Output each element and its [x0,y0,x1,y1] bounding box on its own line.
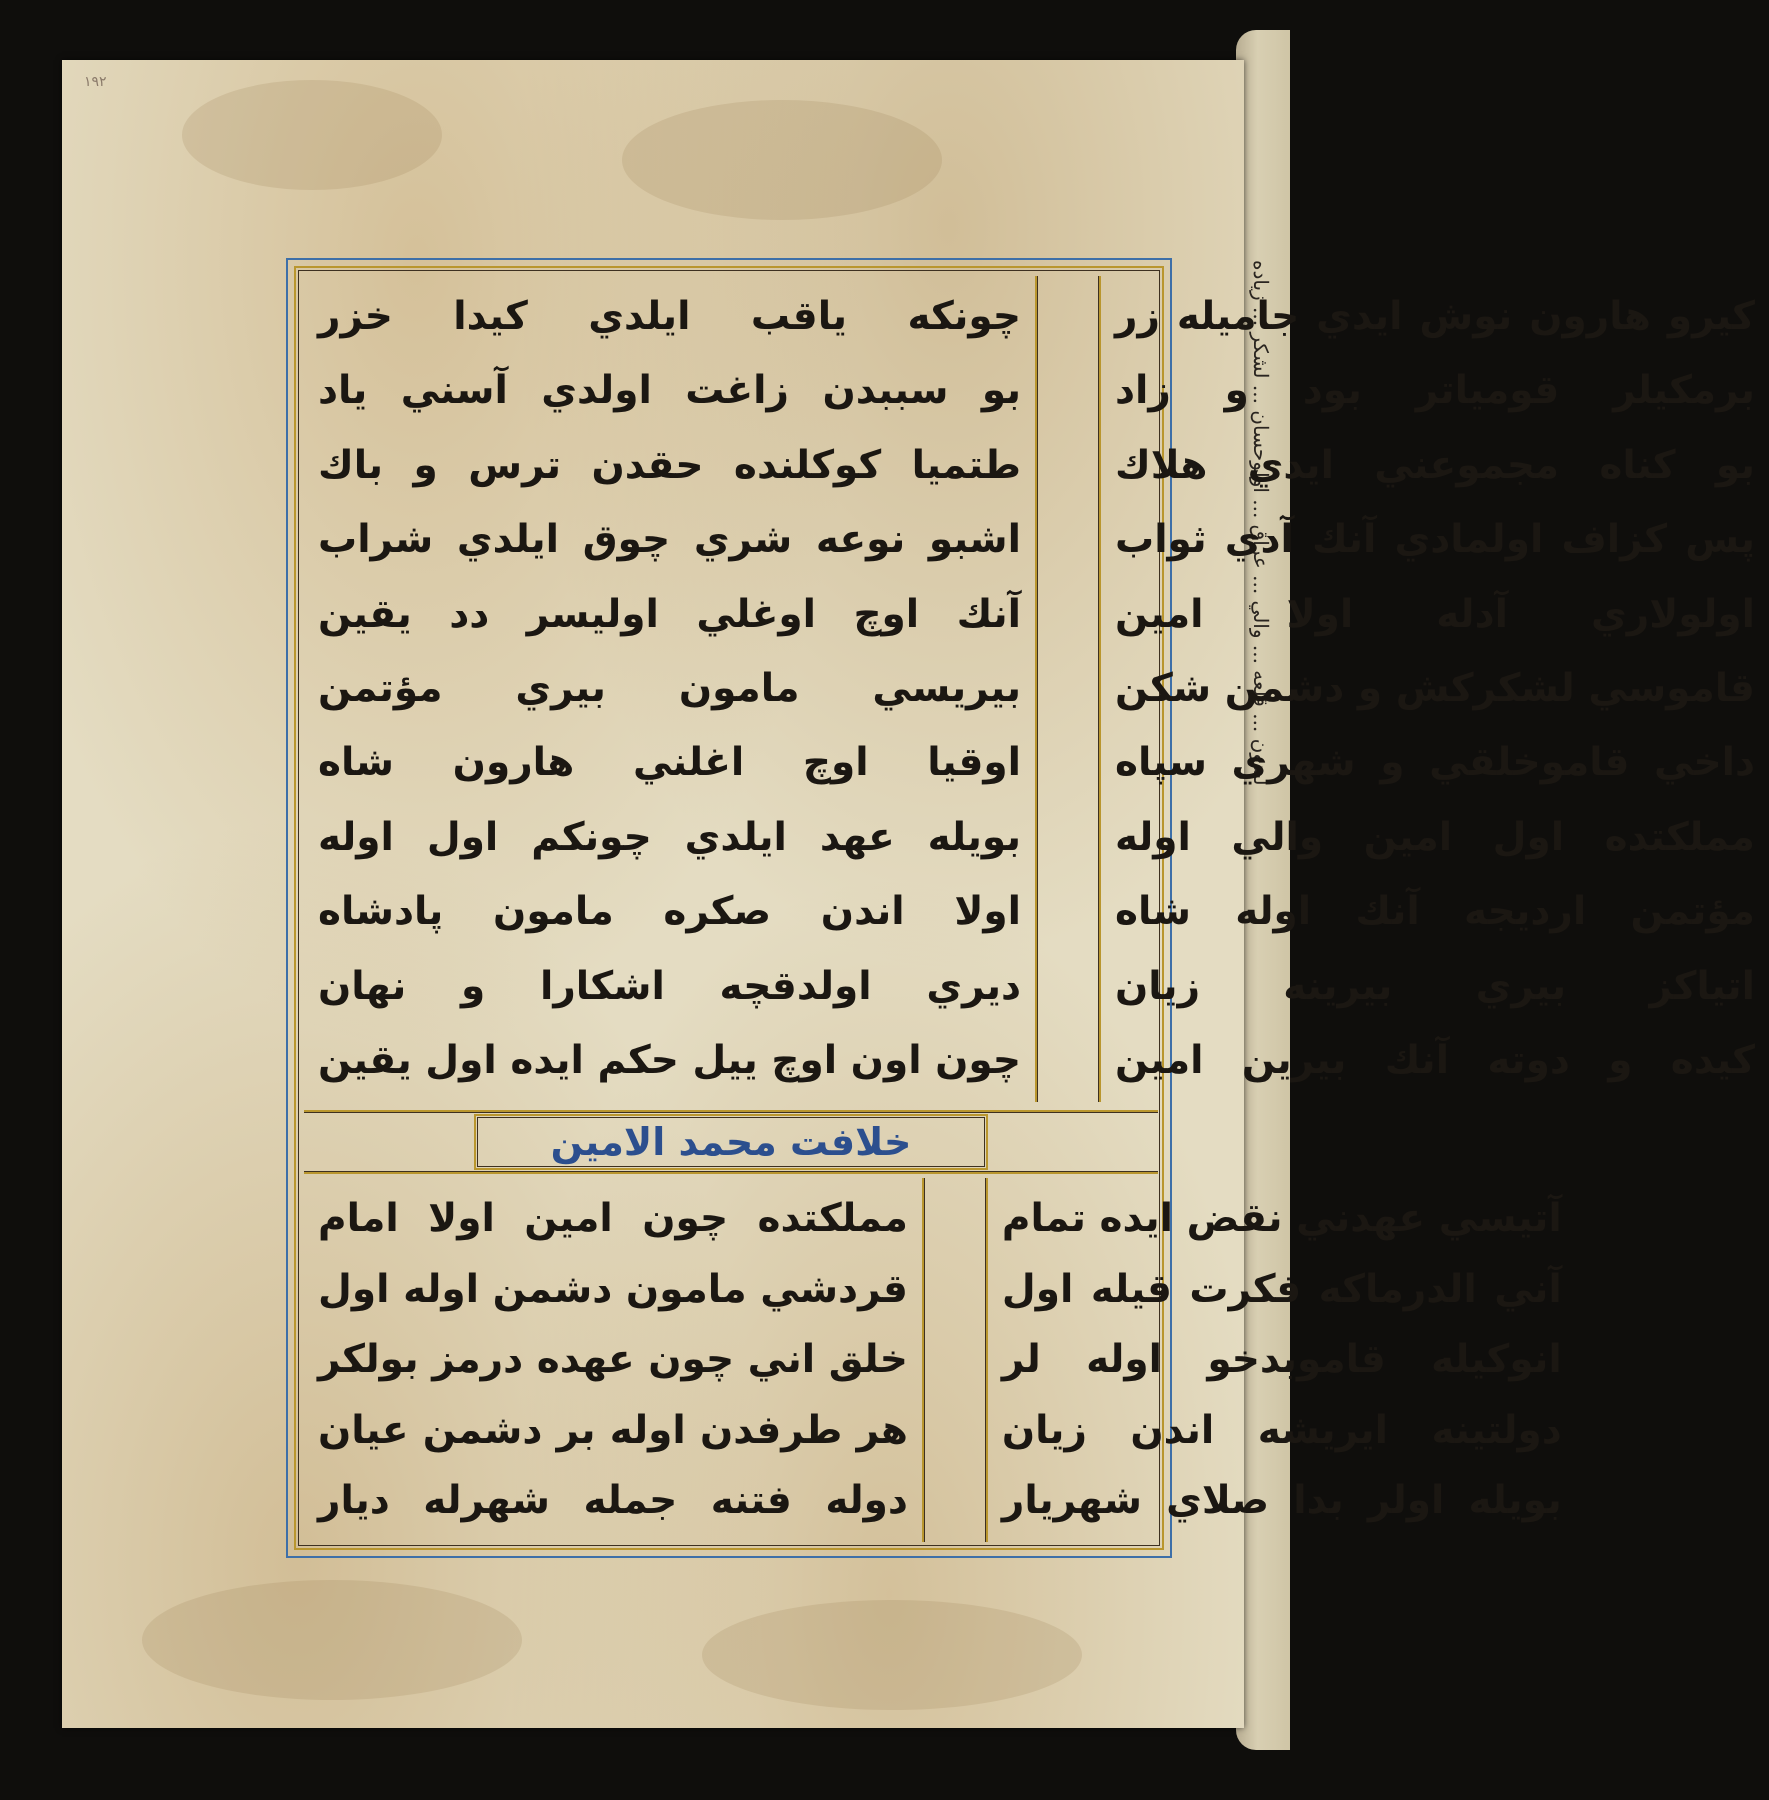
verse-line: انوكيله قاموبدخو اوله لر [1001,1337,1562,1382]
verse-line: اشبو نوعه شري چوق ايلدي شراب [318,517,1021,563]
section-heading-cartouche [474,1114,988,1170]
column-gutter [1035,276,1101,1102]
verse-column-right [304,276,1035,1102]
folio-number: ١٩٢ [84,74,107,90]
verse-column-right [304,1178,922,1542]
facing-page-text: ليدون ... قلعه ... والي ... عراق ... اولوحسان ... لشكر ... زياده [1249,260,1273,786]
verse-line: خلق اني چون عهده درمز بولكر [318,1337,908,1382]
water-stain [182,80,442,190]
column-gutter [922,1178,988,1542]
verse-line: بيريسي مامون بيري مؤتمن [318,665,1021,711]
verse-line: دولتينه ايريشه اندن زيان [1001,1407,1562,1453]
verse-line: اوقيا اوچ اغلني هارون شاه [318,740,1021,786]
verse-line: طتميا كوكلنده حقدن ترس و باك [318,442,1021,488]
verse-line: بويله عهد ايلدي چونكم اول اوله [318,814,1021,860]
verse-line: قاموسي لشكركش و دشمن شكن [1115,665,1755,711]
verse-column-left [1101,276,1769,1102]
water-stain [702,1600,1082,1710]
verse-block-bottom [304,1178,1562,1542]
verse-line: قردشي مامون دشمن اوله اول [318,1266,908,1312]
verse-line: بويله اولر بدا صلاي شهريار [1001,1478,1562,1523]
verse-line: اتياكز بيري بيرينه زيان [1115,963,1755,1009]
verse-line: هر طرفدن اوله بر دشمن عيان [318,1407,908,1453]
verse-line: داخي قاموخلقي و شهري سپاه [1115,740,1755,786]
verse-line: كيده و دوته آنك بيرين امين [1115,1037,1755,1083]
verse-line: پس كزاف اولمادي آنك آدي ثواب [1115,517,1755,563]
verse-line: ديري اولدقچه اشكارا و نهان [318,963,1021,1009]
verse-line: دوله فتنه جمله شهرله ديار [318,1478,908,1523]
verse-line: چونكه ياقب ايلدي كيدا خزر [318,294,1021,339]
verse-line: برمكيلر قومياتر بود و زاد [1115,368,1755,414]
water-stain [622,100,942,220]
verse-line: بو كناه مجموعني ايدي هلاك [1115,442,1755,488]
verse-line: كيرو هارون نوش ايدي جاميله زر [1115,294,1755,339]
verse-line: مملكتده چون امين اولا امام [318,1196,908,1241]
verse-line: اولا اندن صكره مامون پادشاه [318,889,1021,935]
verse-line: اولولاري آدله اولا امين [1115,591,1755,637]
water-stain [142,1580,522,1700]
verse-line: آتيسي عهدني نقض ايده تمام [1001,1196,1562,1241]
section-heading-band [304,1110,1158,1174]
verse-column-left [988,1178,1576,1542]
verse-line: مملكتده اول امين والي اوله [1115,814,1755,860]
verse-line: آنك اوچ اوغلي اوليسر دد يقين [318,591,1021,637]
section-heading: خلافت محمد الامين [550,1120,912,1164]
verse-line: مؤتمن ارديجه آنك اوله شاه [1115,889,1755,935]
verse-line: چون اون اوچ ييل حكم ايده اول يقين [318,1037,1021,1083]
verse-line: بو سببدن زاغت اولدي آسني ياد [318,368,1021,414]
verse-line: آني الدرماكه فكرت قيله اول [1001,1266,1562,1312]
